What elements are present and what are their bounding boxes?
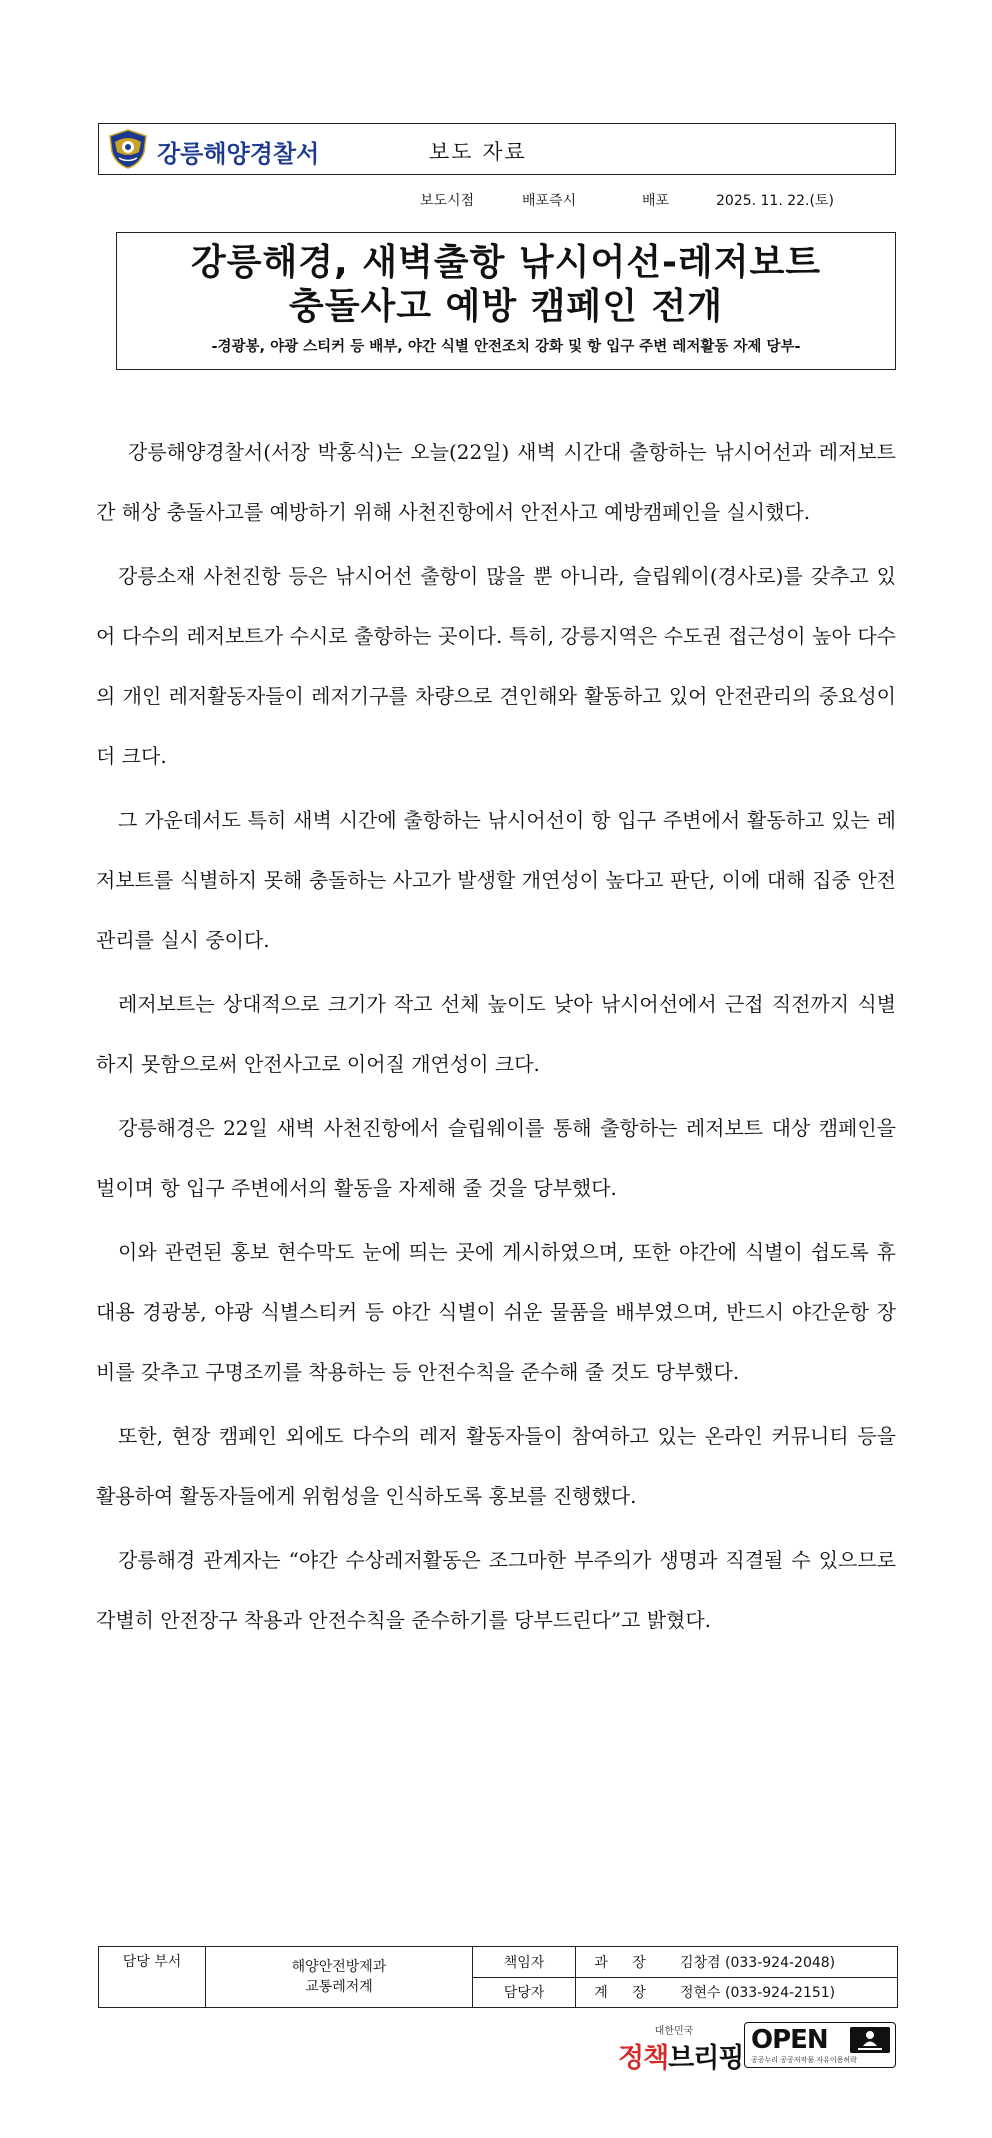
article-body — [96, 422, 896, 1650]
release-date-value: 2025. 11. 22.(토) — [716, 193, 834, 209]
document-type: 보도 자료 — [429, 140, 527, 164]
body-paragraph: 강릉해양경찰서(서장 박홍식)는 오늘(22일) 새벽 시간대 출항하는 낚시어선과 레저보트 간 해상 충돌사고를 예방하기 위해 사천진항에서 안전사고 예방캠페인을 실시했다. — [96, 440, 896, 524]
subheadline: -경광봉, 야광 스티커 등 배부, 야간 식별 안전조치 강화 및 항 입구 주변 레저활동 자제 당부- — [211, 339, 801, 355]
briefing-logo-top: 대한민국 — [654, 2026, 694, 2037]
dept-name — [206, 1947, 473, 2008]
briefing-logo-red: 정책 — [618, 2043, 669, 2074]
organization-name: 강릉해양경찰서 — [157, 140, 320, 168]
dept-name-line-2: 교통레저계 — [305, 1979, 373, 1995]
body-paragraph: 또한, 현장 캠페인 외에도 다수의 레저 활동자들이 참여하고 있는 온라인 커뮤니티 등을 활용하여 활동자들에게 위험성을 인식하도록 홍보를 진행했다. — [96, 1424, 896, 1508]
body-paragraph: 강릉해경 관계자는 “야간 수상레저활동은 조그마한 부주의가 생명과 직결될 수 있으므로 각별히 안전장구 착용과 안전수칙을 준수하기를 당부드린다”고 밝혔다. — [96, 1548, 896, 1632]
contact-row — [99, 1947, 898, 1978]
release-info — [420, 190, 890, 214]
contact-person: 정현수 (033-924-2151) — [674, 1977, 898, 2008]
footer-logos — [618, 2018, 898, 2082]
contact-role: 책임자 — [473, 1947, 576, 1978]
body-paragraph: 강릉소재 사천진항 등은 낚시어선 출항이 많을 뿐 아니라, 슬립웨이(경사로)를 갖추고 있어 다수의 레저보트가 수시로 출항하는 곳이다. 특히, 강릉지역은 수도권 접근성이 높아 다수의 개인 레저활동자들이 레저기구를 차량으로 견인해와 활동하고 있어 안전관리의 중요성이 더 크다. — [96, 564, 896, 768]
header-box — [98, 123, 896, 175]
release-date-label: 배포 — [642, 193, 670, 209]
attribution-person-icon — [850, 2027, 890, 2053]
title-box — [116, 232, 896, 370]
headline-line-1: 강릉해경, 새벽출항 낚시어선-레저보트 — [190, 242, 822, 283]
headline-line-2: 충돌사고 예방 캠페인 전개 — [288, 286, 724, 327]
body-paragraph: 그 가운데서도 특히 새벽 시간에 출항하는 낚시어선이 항 입구 주변에서 활동하고 있는 레저보트를 식별하지 못해 충돌하는 사고가 발생할 개연성이 높다고 판단, 이에 대해 집중 안전관리를 실시 중이다. — [96, 808, 896, 952]
contact-role: 담당자 — [473, 1977, 576, 2008]
coast-guard-emblem-icon — [107, 128, 149, 170]
contact-position: 계 장 — [576, 1977, 675, 2008]
kogl-open-badge — [744, 2022, 896, 2068]
body-paragraph: 이와 관련된 홍보 현수막도 눈에 띄는 곳에 게시하였으며, 또한 야간에 식별이 쉽도록 휴대용 경광봉, 야광 식별스티커 등 야간 식별이 쉬운 물품을 배부였으며, 반드시 야간운항 장비를 갖추고 구명조끼를 착용하는 등 안전수칙을 준수해 줄 것도 당부했다. — [96, 1240, 896, 1384]
open-word: OPEN — [751, 2025, 828, 2055]
body-paragraph: 강릉해경은 22일 새벽 사천진항에서 슬립웨이를 통해 출항하는 레저보트 대상 캠페인을 벌이며 항 입구 주변에서의 활동을 자제해 줄 것을 당부했다. — [96, 1116, 896, 1200]
dept-name-line-1: 해양안전방제과 — [291, 1959, 387, 1975]
release-time-value: 배포즉시 — [522, 193, 577, 209]
briefing-logo — [618, 2036, 743, 2075]
body-paragraph: 레저보트는 상대적으로 크기가 작고 선체 높이도 낮아 낚시어선에서 근접 직전까지 식별하지 못함으로써 안전사고로 이어질 개연성이 크다. — [96, 992, 896, 1076]
dept-label: 담당 부서 — [99, 1947, 206, 2008]
contact-table — [98, 1946, 898, 2008]
briefing-logo-rest: 브리핑 — [668, 2043, 744, 2074]
release-time-label: 보도시점 — [420, 193, 475, 209]
contact-person: 김창겸 (033-924-2048) — [674, 1947, 898, 1978]
contact-position: 과 장 — [576, 1947, 675, 1978]
open-caption: 공공누리 공공저작물 자유이용허락 — [751, 2056, 857, 2064]
